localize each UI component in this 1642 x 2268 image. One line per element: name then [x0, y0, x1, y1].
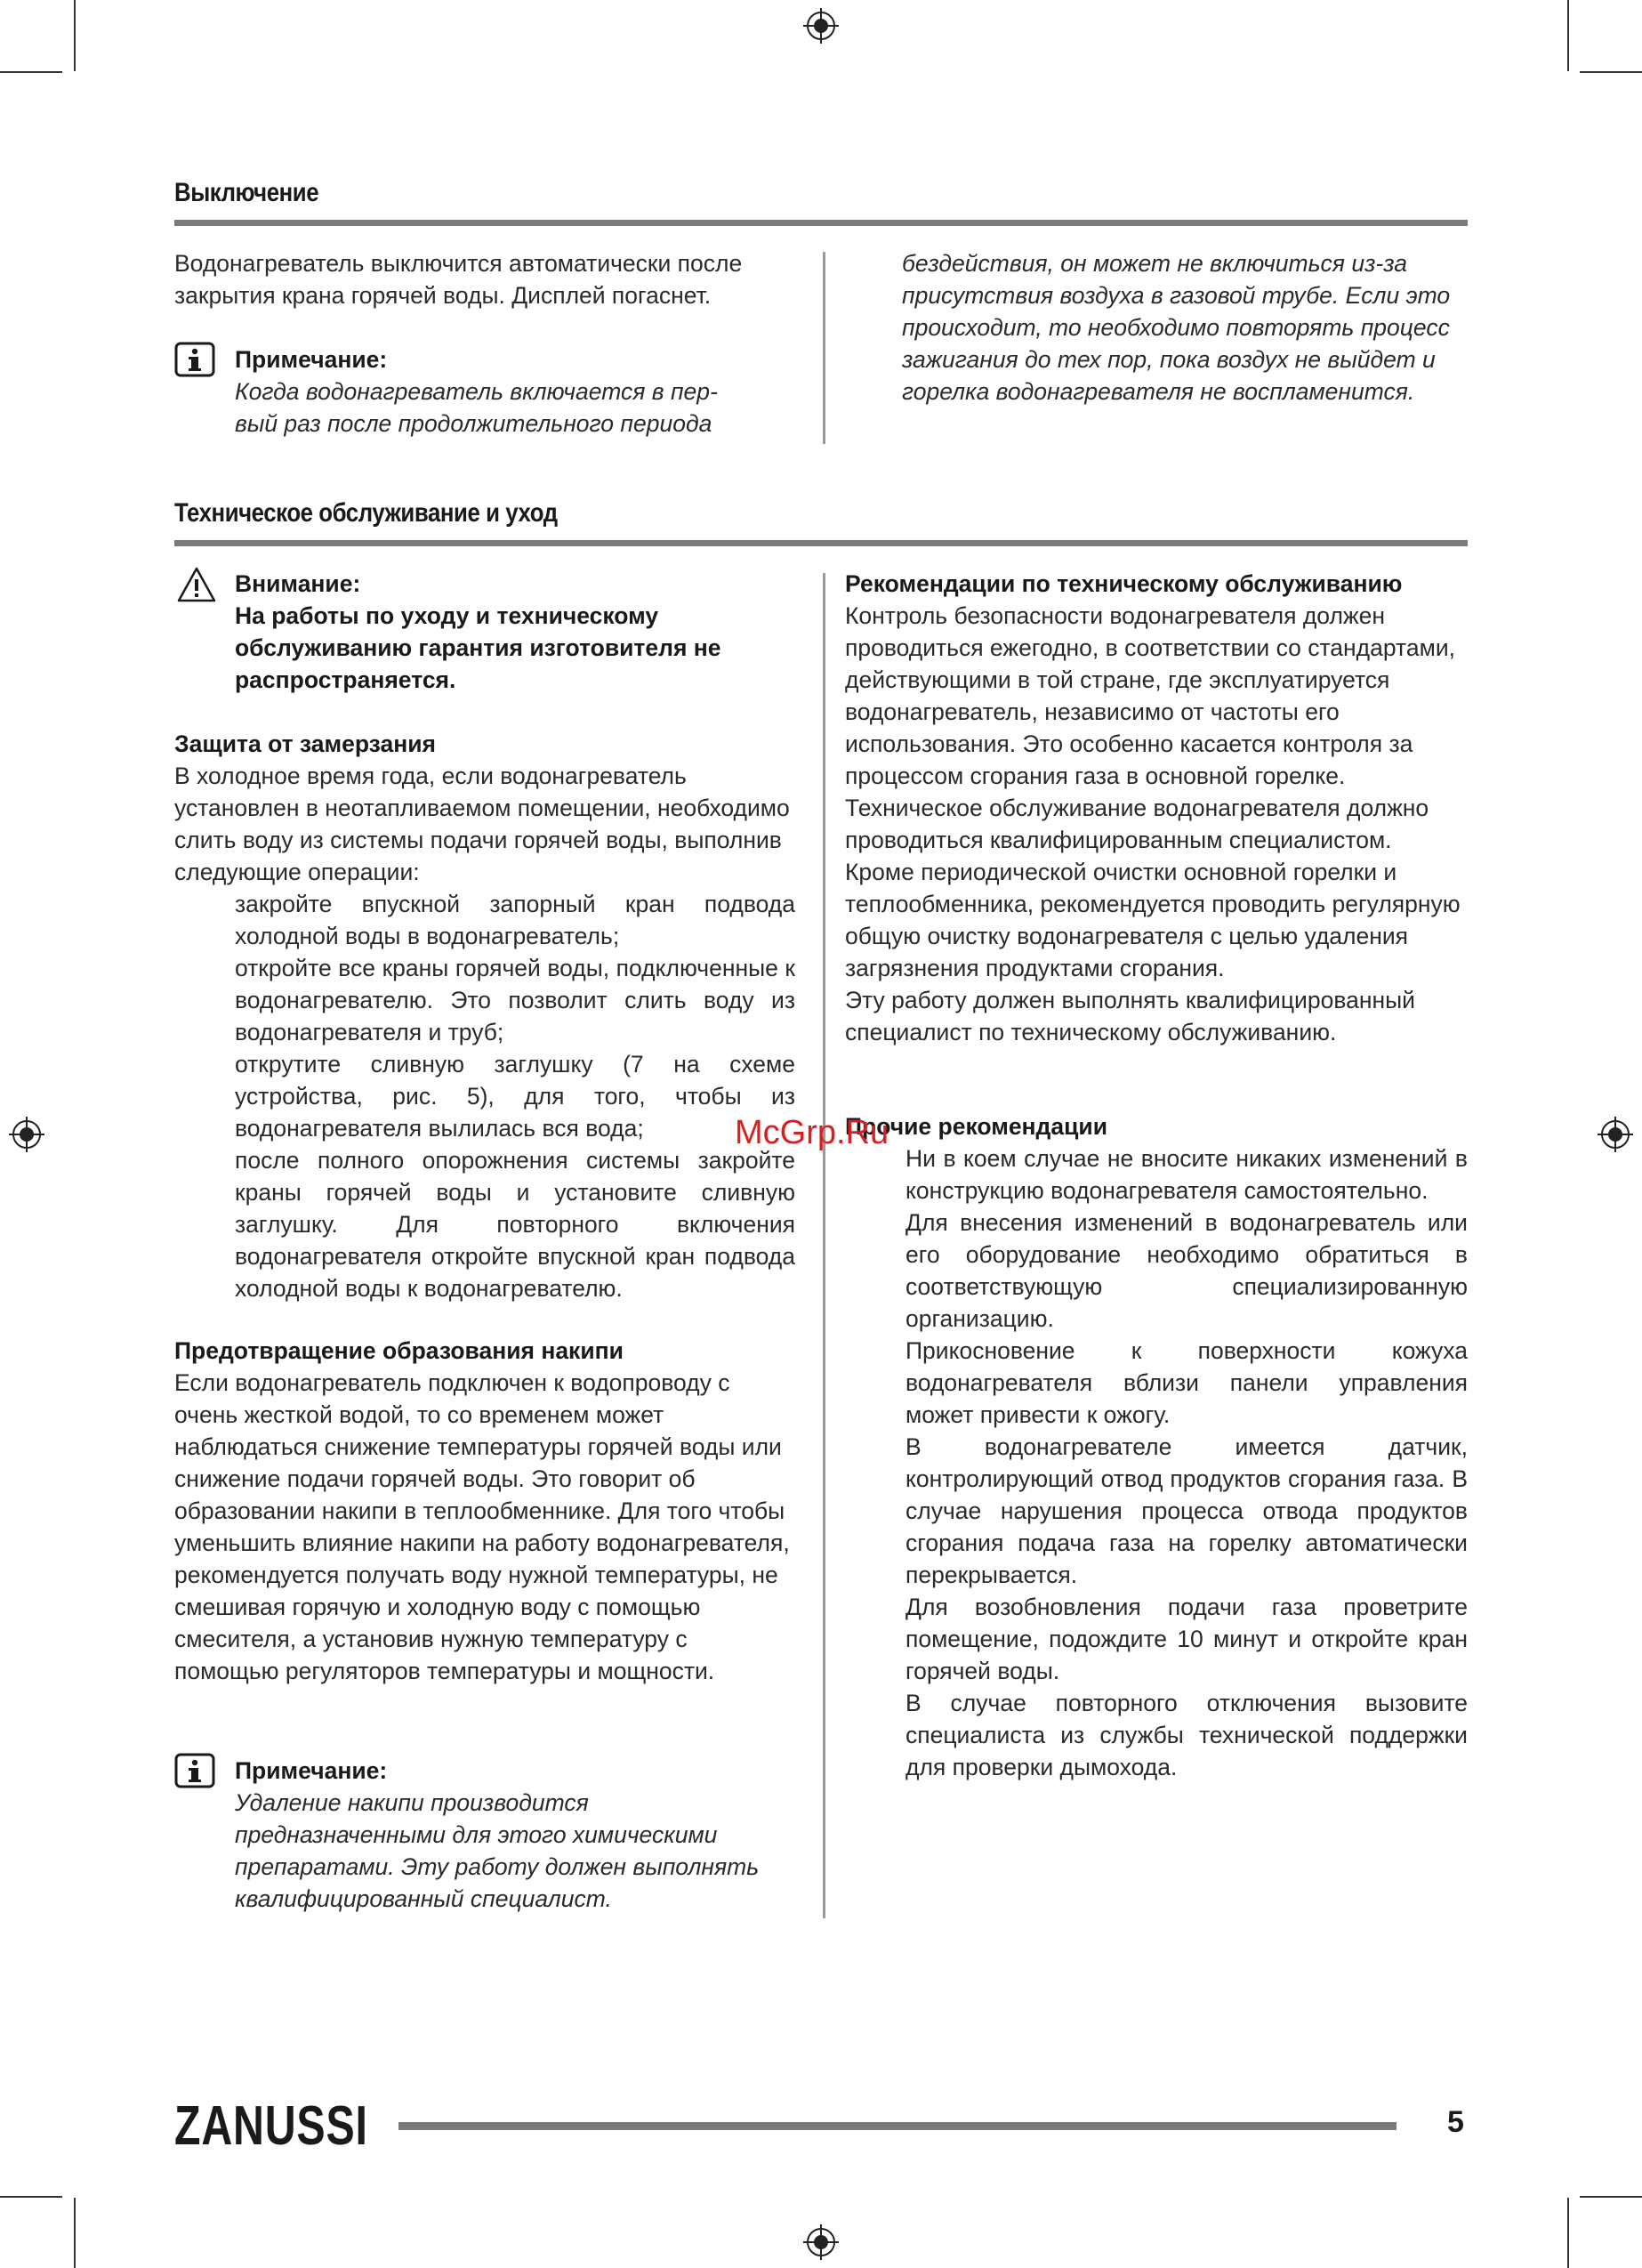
list-item: В водонагревателе имеется датчик, контролирующий отвод продуктов сгорания газа. В случае нарушения процесса отвода продуктов сгорания подача газа на горелку автоматически перекрывается.	[906, 1433, 1468, 1588]
maintenance-paragraph: Эту работу должен выполнять квалифицированный специалист по техническому обслуживанию.	[845, 987, 1415, 1045]
crop-mark	[1580, 2196, 1642, 2198]
subheading: Предотвращение образования накипи	[174, 1337, 624, 1364]
section-rule	[174, 540, 1468, 546]
section-title-maintenance: Техническое обслуживание и уход	[174, 498, 558, 528]
warning-label: Внимание:	[235, 570, 361, 597]
registration-mark-icon	[9, 1117, 44, 1152]
other-recommendations-heading-block	[845, 1110, 1468, 1142]
info-icon	[174, 1753, 215, 1788]
other-recommendations	[906, 1142, 1468, 1783]
section-rule	[174, 220, 1468, 226]
footer-rule	[398, 2122, 1397, 2130]
subheading: Защита от замерзания	[174, 730, 436, 757]
warning-icon	[176, 566, 217, 603]
warning-text: На работы по уходу и техническому обслуживанию гарантия изготовителя не распространяется.	[235, 602, 721, 693]
crop-mark	[0, 2196, 62, 2198]
note-line: вый раз после продолжительного периода	[235, 410, 712, 437]
column-divider	[823, 573, 825, 1918]
crop-mark	[1567, 2198, 1569, 2268]
list-item: Ни в коем случае не вносите никаких изменений в конструкцию водонагревателя самостоятельно.	[906, 1145, 1468, 1204]
warning-block	[235, 568, 804, 696]
crop-mark	[74, 2198, 76, 2268]
section-title-off: Выключение	[174, 178, 319, 207]
subheading: Прочие рекомендации	[845, 1113, 1107, 1140]
list-item: закройте впускной запорный кран подвода холодной воды в водонагреватель;	[235, 891, 795, 949]
note-text: Удаление накипи производится предназначенными для этого химическими препаратами. Эту работу должен выполнять квалифицированный специалист.	[235, 1789, 760, 1912]
maintenance-paragraph: Кроме периодической очистки основной горелки и теплообменника, рекомендуется проводить регулярную общую очистку водонагревателя с целью удаления загрязнения продуктами сгорания.	[845, 859, 1461, 981]
note-label: Примечание:	[235, 346, 388, 373]
crop-mark	[1580, 71, 1642, 73]
list-item: после полного опорожнения системы закройте краны горячей воды и установите сливную заглушку. Для повторного включения водонагревателя откройте впускной кран подвода холодной воды к водонагревателю.	[235, 1147, 795, 1302]
note-off	[235, 343, 804, 440]
list-item: Для внесения изменений в водонагреватель или его оборудование необходимо обратиться в соответствующую специализированную организацию.	[906, 1209, 1468, 1332]
list-item: В случае повторного отключения вызовите специалиста из службы технической поддержки для проверки дымохода.	[906, 1690, 1468, 1780]
frost-intro: В холодное время года, если водонагреватель установлен в неотапливаемом помещении, необходимо слить воду из системы подачи горячей воды, выполнив следующие операции:	[174, 763, 790, 885]
crop-mark	[0, 71, 62, 73]
note-label: Примечание:	[235, 1757, 388, 1784]
list-item: Прикосновение к поверхности кожуха водонагревателя вблизи панели управления может привести к ожогу.	[906, 1337, 1468, 1428]
registration-mark-icon	[803, 2224, 839, 2260]
maintenance-recommendations	[845, 568, 1468, 1048]
list-item: Для возобновления подачи газа проветрите помещение, подождите 10 минут и откройте кран горячей воды.	[906, 1594, 1468, 1684]
list-item: открутите сливную заглушку (7 на схеме устройства, рис. 5), для того, чтобы из водонагревателя вылилась вся вода;	[235, 1051, 795, 1142]
watermark: McGrp.Ru	[735, 1114, 889, 1151]
registration-mark-icon	[1598, 1117, 1633, 1152]
off-paragraph: Водонагреватель выключится автоматически после закрытия крана горячей воды. Дисплей погаснет.	[174, 250, 743, 309]
frost-protection	[174, 728, 795, 888]
note-continuation: бездействия, он может не включиться из-за присутствия воздуха в газовой трубе. Если это происходит, то необходимо повторять процесс зажигания до тех пор, пока воздух не выйдет и горелка водонагревателя не воспламенится.	[902, 250, 1451, 405]
crop-mark	[1567, 0, 1569, 71]
page-number: 5	[1447, 2105, 1464, 2139]
note-line: Когда водонагреватель включается в пер-	[235, 378, 718, 405]
brand-logo: ZANUSSI	[174, 2095, 368, 2157]
subheading: Рекомендации по техническому обслуживанию	[845, 570, 1403, 597]
scale-prevention	[174, 1335, 795, 1687]
crop-mark	[74, 0, 76, 71]
frost-steps	[235, 888, 795, 1304]
list-item: откройте все краны горячей воды, подключенные к водонагревателю. Это позволит слить воду из водонагревателя и труб;	[235, 955, 795, 1045]
scale-text: Если водонагреватель подключен к водопроводу с очень жесткой водой, то со временем может наблюдаться снижение температуры горячей воды или снижение подачи горячей воды. Это говорит об образовании накипи в теплообменнике. Для того чтобы уменьшить влияние накипи на работу водонагревателя, рекомендуется получать воду нужной температуры, не смешивая горячую и холодную воду с помощью смесителя, а установив нужную температуру с помощью регуляторов температуры и мощности.	[174, 1369, 790, 1684]
note-scale	[235, 1755, 786, 1915]
registration-mark-icon	[803, 8, 839, 44]
info-icon	[174, 342, 215, 377]
column-divider	[823, 252, 825, 444]
maintenance-paragraph: Контроль безопасности водонагревателя должен проводиться ежегодно, в соответствии со стандартами, действующими в той стране, где эксплуатируется водонагреватель, независимо от частоты его использования. Это особенно касается контроля за процессом сгорания газа в основной горелке. Техническое обслуживание водонагревателя должно проводиться квалифицированным специалистом.	[845, 602, 1455, 853]
